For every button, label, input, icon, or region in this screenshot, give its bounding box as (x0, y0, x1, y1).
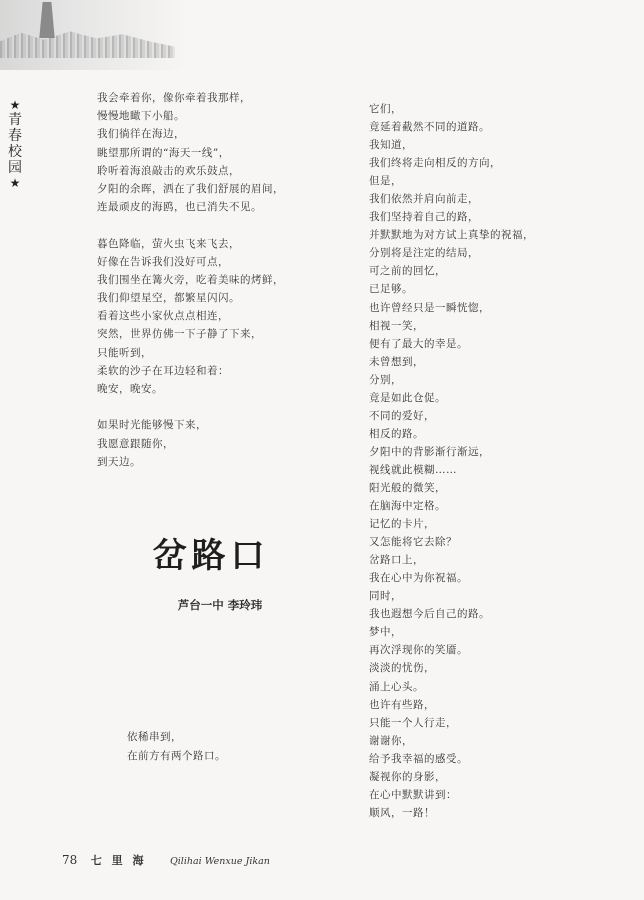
poem1-column (97, 89, 307, 471)
star-icon: ★ (9, 176, 21, 190)
poem-line: 阳光般的微笑， (369, 481, 446, 494)
poem-line: 只能一个人行走， (369, 716, 457, 729)
magazine-latin-name: Qilihai Wenxue Jikan (169, 856, 270, 867)
poem-line: 分别， (369, 373, 402, 386)
poem-line: 视线就此模糊…… (369, 463, 457, 476)
page-number: 78 (62, 853, 78, 867)
poem-line: 已足够。 (369, 283, 413, 296)
poem-line: 我们仰望星空，都繁星闪闪。 (97, 292, 240, 305)
poem-line: 柔软的沙子在耳边轻和着： (97, 364, 229, 377)
poem-line: 岔路口上， (369, 554, 424, 567)
poem-line: 竟是如此仓促。 (369, 391, 446, 404)
stanza-gap (97, 216, 307, 234)
poem-line: 我愿意跟随你， (97, 437, 174, 450)
poem-line: 好像在告诉我们没好可点， (97, 255, 229, 268)
poem-line: 夕阳中的背影渐行渐远， (369, 445, 490, 458)
poem-line: 不同的爱好， (369, 409, 435, 422)
poem-line: 顺风，一路！ (369, 806, 435, 819)
poem-line: 我知道， (369, 139, 413, 152)
poem-line: 夕阳的余晖，洒在了我们舒展的眉间， (97, 182, 284, 195)
poem-line: 谢谢你， (369, 734, 413, 747)
poem-line: 眺望那所谓的“海天一线”， (97, 146, 230, 159)
poem-line: 同时， (369, 590, 402, 603)
poem-line: 连最顽皮的海鸥，也已消失不见。 (97, 201, 262, 214)
poem-line: 在脑海中定格。 (369, 500, 446, 513)
poem-title: 岔路口 (152, 536, 270, 576)
poem-line: 便有了最大的幸是。 (369, 337, 468, 350)
poem-line: 但是， (369, 175, 402, 188)
poem2-left-column (127, 728, 307, 765)
poem-line: 依稀串到， (127, 731, 182, 743)
poem-line: 相反的路。 (369, 427, 424, 440)
poem-byline: 芦台一中 李玲玮 (177, 598, 263, 612)
poem-line: 突然，世界仿佛一下子静了下来， (97, 328, 262, 341)
poem-line: 到天边。 (97, 455, 141, 468)
poem-line: 我们徜徉在海边， (97, 128, 185, 141)
poem-line: 我们依然并肩向前走， (369, 193, 479, 206)
poem-line: 相视一笑， (369, 319, 424, 332)
poem-line: 只能听到， (97, 346, 152, 359)
poem-line: 我们终将走向相反的方向， (369, 157, 501, 170)
poem-line: 如果时光能够慢下来， (97, 419, 207, 432)
poem-line: 记忆的卡片， (369, 518, 435, 531)
poem-line: 可之前的回忆， (369, 265, 446, 278)
poem-line: 在前方有两个路口。 (127, 749, 226, 762)
poem-line: 再次浮现你的笑靥。 (369, 644, 468, 657)
magazine-name: 七 里 海 (90, 854, 147, 867)
section-label (6, 98, 24, 190)
poem-line: 也许曾经只是一瞬恍惚， (369, 301, 490, 314)
stanza-gap (97, 398, 307, 416)
poem-line: 梦中， (369, 626, 402, 639)
section-label-text: 青春校园 (8, 112, 22, 176)
poem-line: 涌上心头。 (369, 680, 424, 693)
poem-line: 我们围坐在篝火旁，吃着美味的烤鲜， (97, 273, 284, 286)
poem-line: 我在心中为你祝福。 (369, 572, 468, 585)
poem-line: 暮色降临，萤火虫飞来飞去， (97, 237, 240, 250)
poem-line: 淡淡的忧伤， (369, 662, 435, 675)
poem-line: 聆听着海浪敲击的欢乐鼓点， (97, 164, 240, 177)
poem2-right-column (369, 100, 569, 822)
poem-line: 凝视你的身影， (369, 770, 446, 783)
poem-line: 给予我幸福的感受。 (369, 752, 468, 765)
banner-sky (0, 0, 190, 70)
poem-line: 看着这些小家伙点点相连， (97, 310, 229, 323)
poem-line: 并默默地为对方试上真挚的祝福， (369, 229, 534, 242)
poem-line: 晚安，晚安。 (97, 383, 163, 395)
poem-line: 我也遐想今后自己的路。 (369, 608, 490, 621)
poem-line: 未曾想到， (369, 355, 424, 368)
poem-line: 在心中默默讲到： (369, 788, 457, 801)
poem-line: 我们坚持着自己的路， (369, 211, 479, 224)
page-footer (62, 852, 270, 866)
header-banner-image (0, 0, 190, 70)
poem-line: 我会牵着你，像你牵着我那样， (97, 92, 251, 104)
poem-line: 又怎能将它去除？ (369, 536, 457, 549)
poem-line: 分别将是注定的结局， (369, 247, 479, 260)
poem-line: 慢慢地瞰下小船。 (97, 110, 185, 123)
star-icon: ★ (9, 98, 21, 112)
poem-line: 它们， (369, 103, 402, 115)
poem-line: 竟延着截然不同的道路。 (369, 121, 490, 134)
poem-line: 也许有些路， (369, 698, 435, 711)
